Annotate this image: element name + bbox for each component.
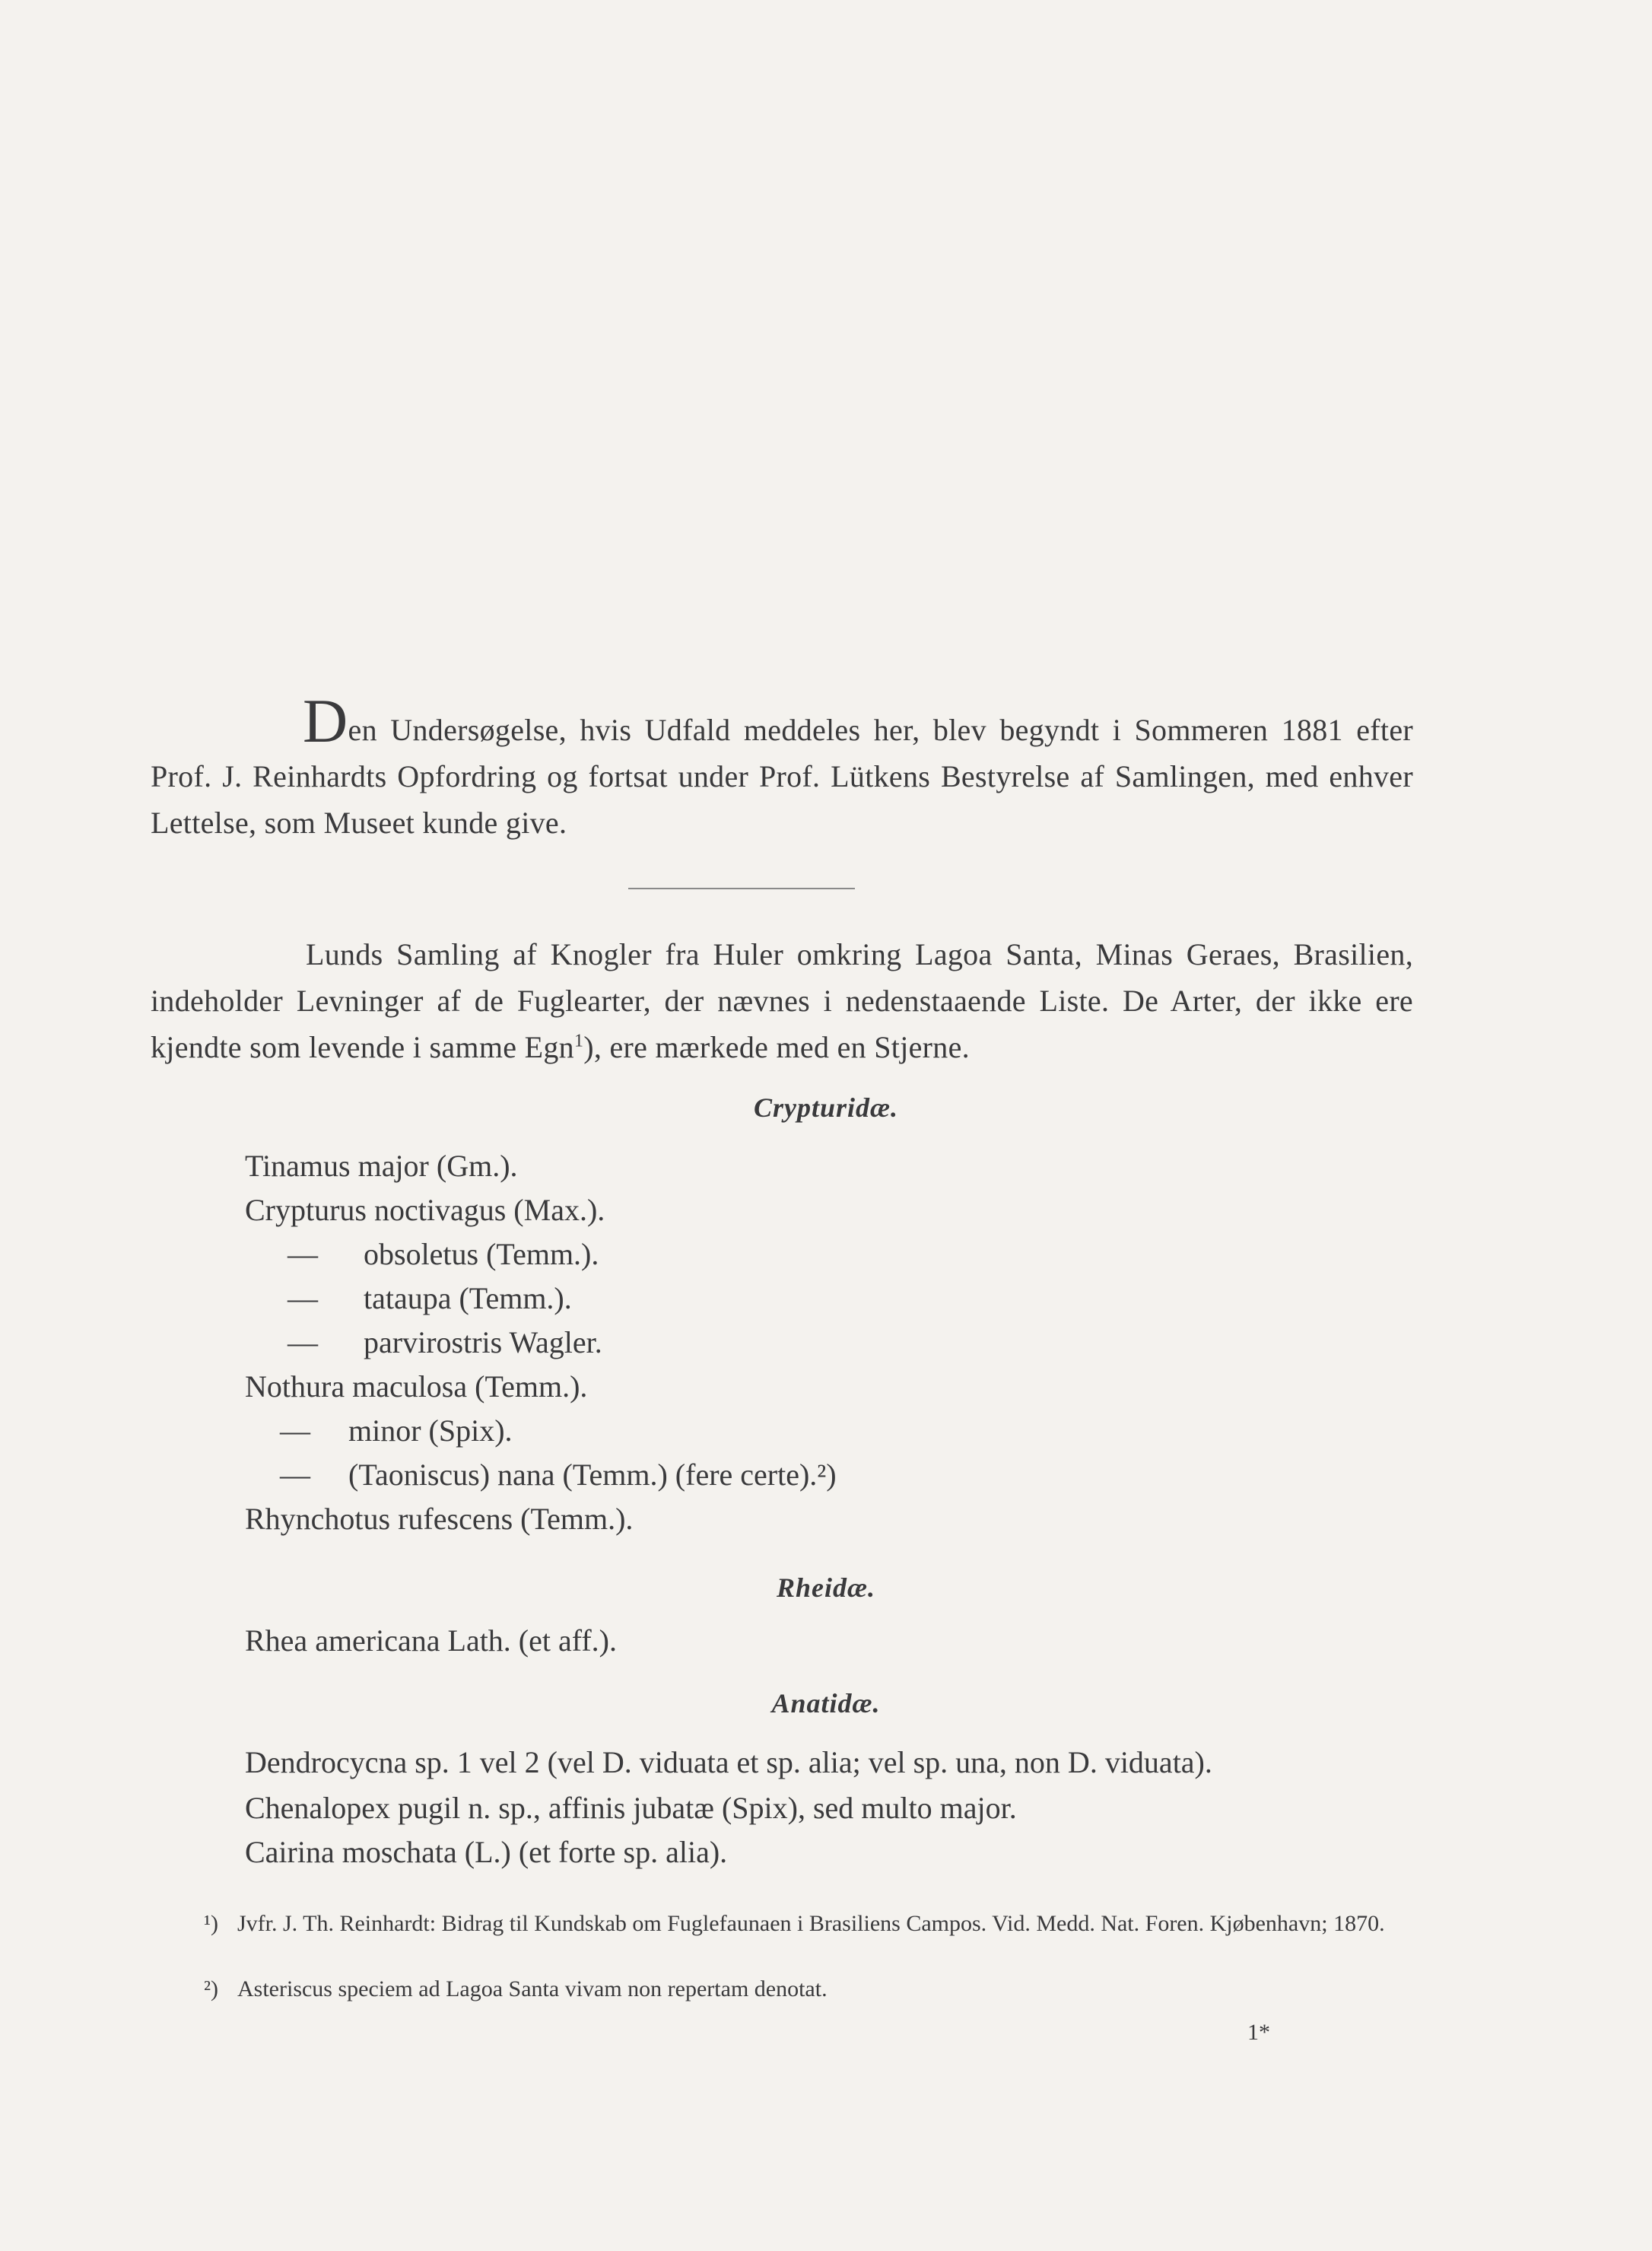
entry-name: Rhea americana Lath. (et aff.). [245, 1623, 617, 1658]
family-heading: Rheidæ. [776, 1572, 875, 1603]
footnote-text: Jvfr. J. Th. Reinhardt: Bidrag til Kundskab om Fuglefaunaen i Brasiliens Campos. Vid. Medd. Nat. Foren. Kjøbenhavn; 1870. [237, 1911, 1385, 1936]
entry-name: — obsoletus (Temm.). [288, 1237, 599, 1271]
family-heading: Crypturidæ. [753, 1092, 899, 1123]
entry-name: — parvirostris Wagler. [288, 1325, 602, 1359]
footnote-mark: ¹) [204, 1911, 218, 1936]
signature-mark: 1* [1247, 2020, 1270, 2045]
entry-name: — minor (Spix). [280, 1413, 513, 1448]
summary-text: Lunds Samling af Knogler fra Huler omkring Lagoa Santa, Minas Geraes, Brasilien, indeholder Levninger af de Fuglearter, der nævnes i nedenstaaende Liste. De Arter, der ikke ere kjendte som levende i samme Egn [151, 937, 1413, 1064]
entry-name: Cairina moschata (L.) (et forte sp. alia). [245, 1835, 728, 1869]
drop-cap: D [303, 686, 348, 755]
summary-paragraph [151, 931, 1413, 1070]
family-heading: Anatidæ. [771, 1688, 881, 1718]
entry-name: Nothura maculosa (Temm.). [245, 1369, 588, 1404]
intro-paragraph [151, 686, 1413, 846]
section-divider [628, 888, 855, 889]
intro-text: en Undersøgelse, hvis Udfald meddeles her, blev begyndt i Sommeren 1881 efter Prof. J. Reinhardts Opfordring og fortsat under Prof. Lütkens Bestyrelse af Samlingen, med enhver Lettelse, som Museet kunde give. [151, 713, 1413, 840]
entry-name: Tinamus major (Gm.). [245, 1149, 518, 1183]
entry-name: Rhynchotus rufescens (Temm.). [245, 1502, 634, 1536]
footnote-mark: ²) [204, 1976, 218, 2001]
footnote-ref: 1 [573, 1031, 584, 1051]
entry-name: Dendrocycna sp. 1 vel 2 (vel D. viduata et sp. alia; vel sp. una, non D. viduata). [245, 1745, 1212, 1779]
entry-name: — tataupa (Temm.). [288, 1281, 572, 1315]
entry-name: — (Taoniscus) nana (Temm.) (fere certe).²) [280, 1458, 837, 1492]
footnote-text: Asteriscus speciem ad Lagoa Santa vivam non repertam denotat. [237, 1976, 828, 2001]
summary-text-end: ), ere mærkede med en Stjerne. [583, 1030, 970, 1064]
entry-name: Crypturus noctivagus (Max.). [245, 1193, 605, 1227]
entry-name: Chenalopex pugil n. sp., affinis jubatæ (Spix), sed multo major. [245, 1791, 1017, 1825]
